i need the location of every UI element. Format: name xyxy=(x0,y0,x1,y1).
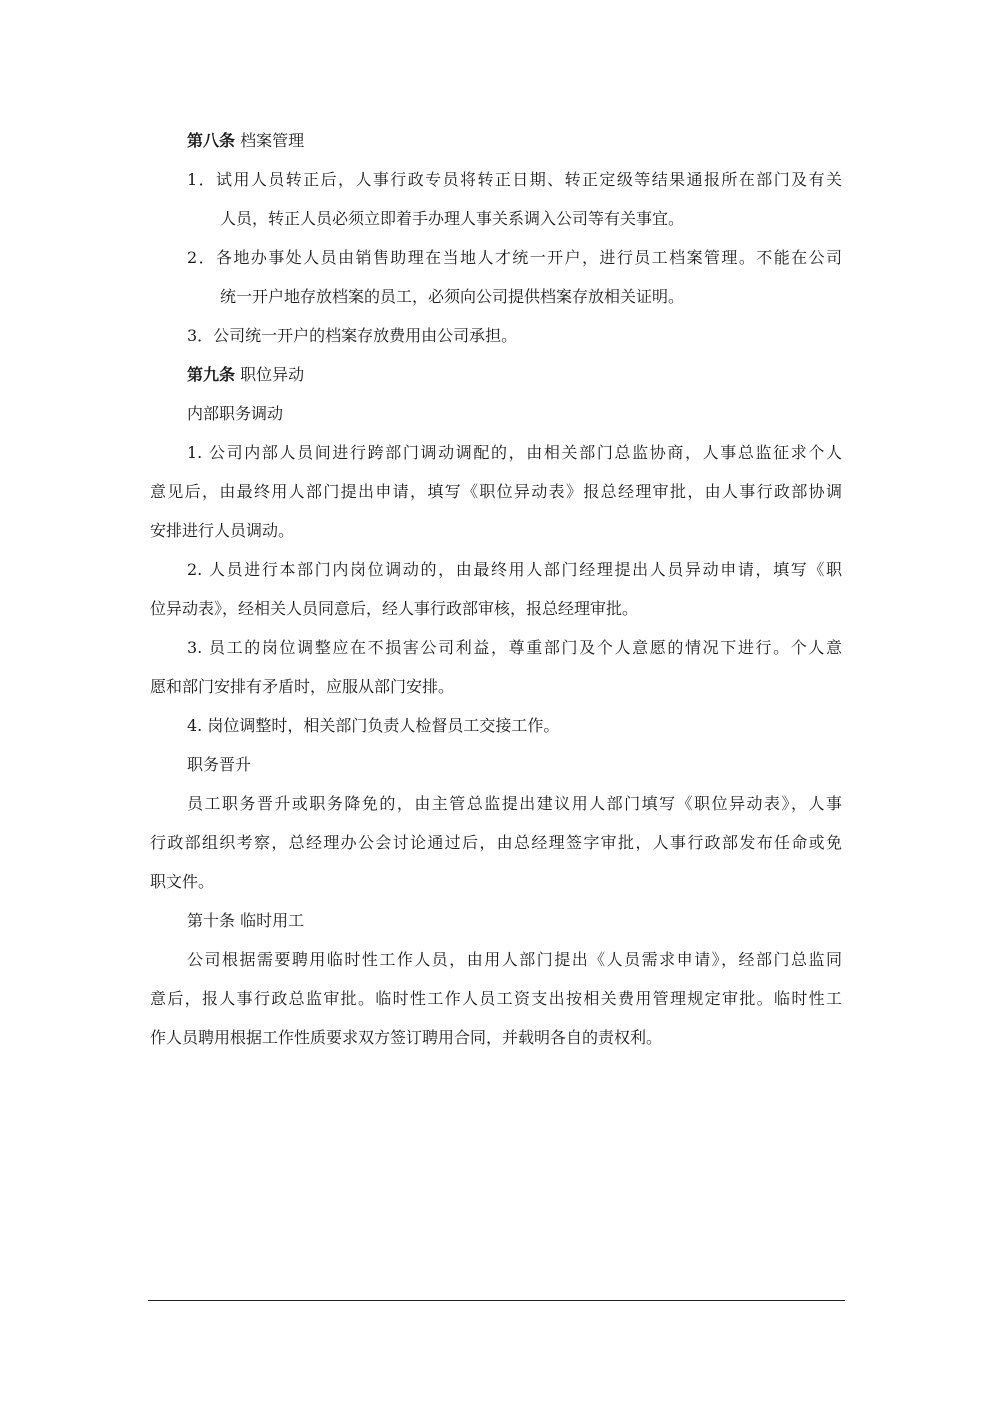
article9-p5-line2: 行政部组织考察，总经理办公会讨论通过后，由总经理签字审批，人事行政部发布任命或免 xyxy=(150,833,842,852)
article9-p3-line2: 愿和部门安排有矛盾时，应服从部门安排。 xyxy=(150,677,455,696)
article9-p1-line1: 1. 公司内部人员间进行跨部门调动调配的，由相关部门总监协商，人事总监征求个人 xyxy=(187,443,842,462)
article9-heading-title: 职位异动 xyxy=(235,365,305,384)
article10-p1-line1: 公司根据需要聘用临时性工作人员，由用人部门提出《人员需求申请》，经部门总监同 xyxy=(187,950,842,969)
article9-p2-line1: 2. 人员进行本部门内岗位调动的，由最终用人部门经理提出人员异动申请，填写《职 xyxy=(187,560,842,579)
article8-item1-line2: 人员，转正人员必须立即着手办理人事关系调入公司等有关事宜。 xyxy=(220,209,685,228)
article9-p2-line2: 位异动表》，经相关人员同意后，经人事行政部审核，报总经理审批。 xyxy=(150,599,639,618)
article9-subheading-promotion: 职务晋升 xyxy=(187,755,252,774)
article9-p4: 4. 岗位调整时，相关部门负责人检督员工交接工作。 xyxy=(187,716,560,735)
article10-heading: 第十条 临时用工 xyxy=(187,911,305,930)
article9-subheading-internal-transfer: 内部职务调动 xyxy=(187,404,284,423)
article10-p1-line2: 意后，报人事行政总监审批。临时性工作人员工资支出按相关费用管理规定审批。临时性工 xyxy=(150,989,842,1008)
article8-item1-line1: 1．试用人员转正后，人事行政专员将转正日期、转正定级等结果通报所在部门及有关 xyxy=(187,170,842,189)
article8-item2-line2: 统一开户地存放档案的员工，必须向公司提供档案存放相关证明。 xyxy=(220,287,685,306)
article9-heading xyxy=(187,365,304,385)
article9-p1-line2: 意见后，由最终用人部门提出申请，填写《职位异动表》报总经理审批，由人事行政部协调 xyxy=(150,482,842,501)
article8-heading-label: 第八条 xyxy=(187,131,236,150)
article10-p1-line3: 作人员聘用根据工作性质要求双方签订聘用合同，并载明各自的责权利。 xyxy=(150,1028,663,1047)
article8-item2-line1: 2．各地办事处人员由销售助理在当地人才统一开户，进行员工档案管理。不能在公司 xyxy=(187,248,842,267)
article8-heading-title: 档案管理 xyxy=(235,131,305,150)
footer-divider xyxy=(148,1300,845,1301)
article9-p5-line3: 职文件。 xyxy=(150,872,215,891)
article8-item3: 3．公司统一开户的档案存放费用由公司承担。 xyxy=(187,326,518,345)
article9-p1-line3: 安排进行人员调动。 xyxy=(150,521,295,540)
article9-heading-label: 第九条 xyxy=(187,365,236,384)
article9-p5-line1: 员工职务晋升或职务降免的，由主管总监提出建议用人部门填写《职位异动表》，人事 xyxy=(187,794,842,813)
article8-heading xyxy=(187,131,304,151)
article9-p3-line1: 3. 员工的岗位调整应在不损害公司利益，尊重部门及个人意愿的情况下进行。个人意 xyxy=(187,638,842,657)
